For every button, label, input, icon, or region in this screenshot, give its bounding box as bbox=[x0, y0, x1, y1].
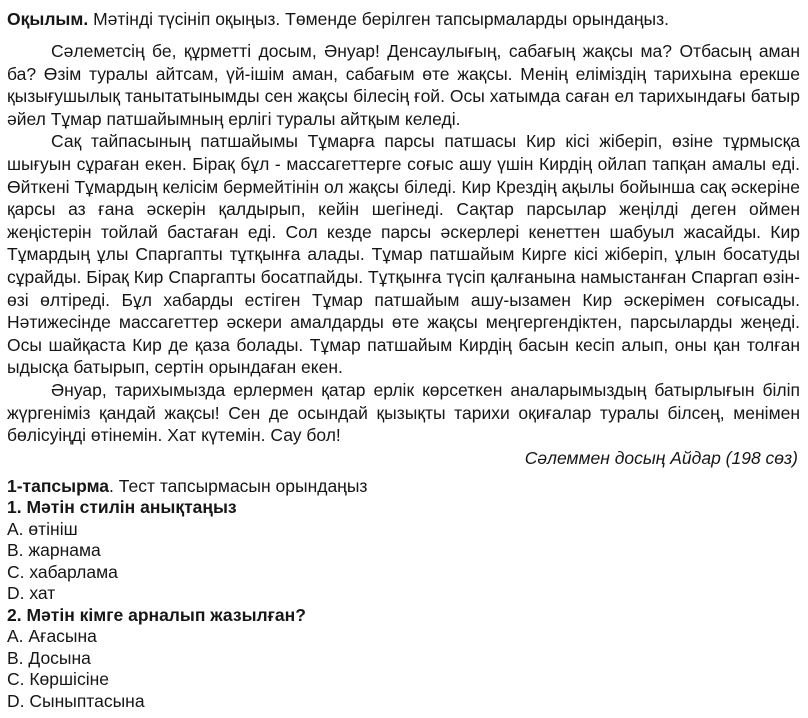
letter-paragraph-1: Сәлеметсің бе, құрметті досым, Әнуар! Денсаулығың, сабағың жақсы ма? Отбасың аман ба? Өзім туралы айтсам, үй-ішім аман, сабағым өте жақсы. Менің еліміздің тарихына ерекше қызығушылық танытатынымды сен жақсы білесің ғой. Осы хатымда саған ел тарихындағы батыр әйел Тұмар патшайымның ерлігі туралы айтқым келеді. bbox=[7, 41, 800, 129]
reading-instruction: Мәтінді түсініп оқыңыз. Төменде берілген тапсырмаларды орындаңыз. bbox=[93, 9, 670, 29]
task-heading bbox=[7, 475, 800, 497]
question-1-option-a: A. өтініш bbox=[7, 518, 78, 539]
question-2-option-a: A. Ағасына bbox=[7, 626, 97, 647]
question-2-text: 2. Мәтін кімге арналып жазылған? bbox=[7, 604, 306, 625]
question-1-text: 1. Мәтін стилін анықтаңыз bbox=[7, 497, 237, 518]
letter-signature: Сәлеммен досың Айдар (198 сөз) bbox=[524, 447, 798, 468]
question-2-option-b: B. Досына bbox=[7, 647, 91, 668]
task-instruction: . Тест тапсырмасын орындаңыз bbox=[109, 476, 368, 497]
question-1-option-c: C. хабарлама bbox=[7, 561, 118, 582]
reading-heading bbox=[7, 8, 800, 30]
question-2-option-d: D. Сыныптасына bbox=[7, 690, 145, 711]
letter-text bbox=[7, 40, 800, 447]
letter-paragraph-2: Сақ тайпасының патшайымы Тұмарға парсы патшасы Кир кісі жіберіп, өзіне тұрмысқа шығуын сұраған екен. Бірақ бұл - массагеттерге соғыс ашу үшін Кирдің ойлап тапқан амалы еді. Өйткені Тұмардың келісім бермейтінін ол жақсы біледі. Кир Крездің ақылы бойынша сақ әскеріне қарсы аз ғана әскерін қалдырып, кейін шегінеді. Сақтар парсылар жеңілді деген оймен жеңістерін тойлай бастаған еді. Сол кезде парсы әскерлері кенеттен шабуыл жасайды. Кир Тұмардың ұлы Спаргапты тұтқынға алады. Тұмар патшайым Кирге кісі жіберіп, ұлын босатуды сұрайды. Бірақ Кир Спаргапты босатпайды. Тұтқынға түсіп қалғанына намыстанған Спаргап өзін-өзі өлтіреді. Бұл хабарды естіген Тұмар патшайым ашу-ызамен Кир әскерімен соғысады. Нәтижесінде массагеттер әскери амалдарды өте жақсы меңгергендіктен, парсыларды жеңеді. Осы шайқаста Кир де қаза болады. Тұмар патшайым Кирдің басын кесіп алып, оны қан толған ыдысқа батырып, сертін орындаған екен. bbox=[7, 131, 800, 378]
question-1-option-b: B. жарнама bbox=[7, 540, 101, 561]
question-1-option-d: D. хат bbox=[7, 583, 56, 604]
question-2-option-c: C. Көршісіне bbox=[7, 669, 109, 690]
letter-paragraph-3: Әнуар, тарихымызда ерлермен қатар ерлік көрсеткен аналарымыздың батырлығын біліп жүргеніміз қандай жақсы! Сен де осындай қызықты тарихи оқиғалар туралы білсең, менімен бөлісуіңді өтінемін. Хат күтемін. Сау бол! bbox=[7, 379, 800, 446]
reading-label: Оқылым. bbox=[7, 9, 89, 29]
question-1 bbox=[7, 497, 800, 605]
task-label: 1-тапсырма bbox=[7, 476, 110, 497]
question-2 bbox=[7, 605, 800, 713]
